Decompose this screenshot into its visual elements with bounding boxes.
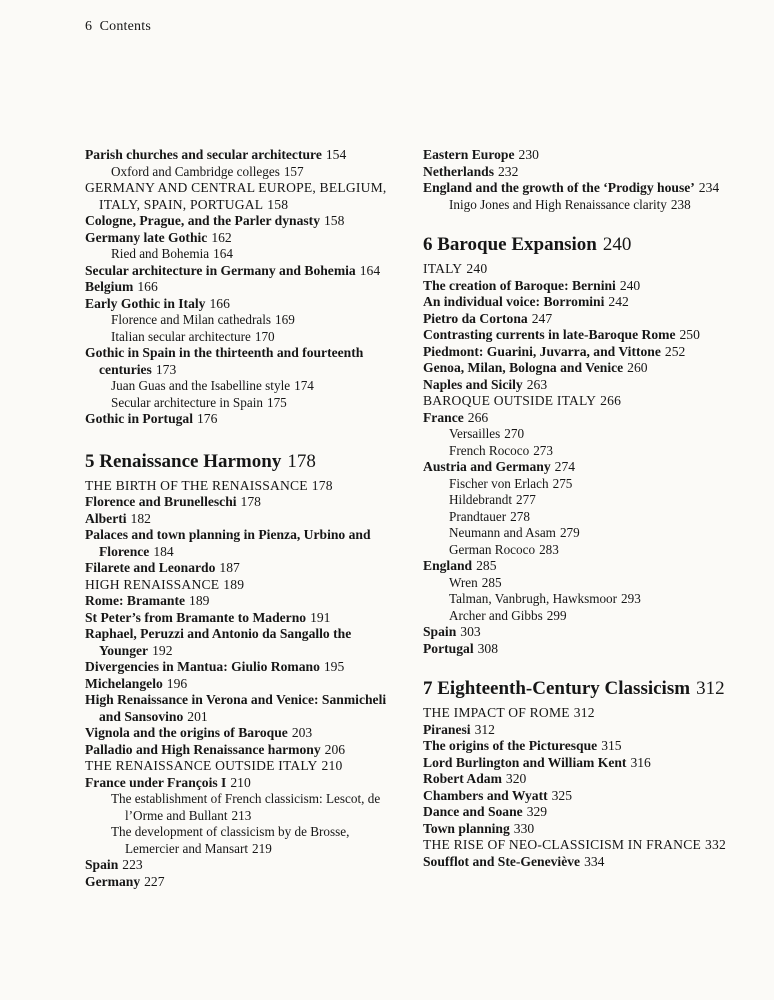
toc-entry-page: 178	[311, 477, 333, 493]
toc-entry-page: 158	[267, 196, 289, 212]
toc-entry	[423, 837, 748, 854]
toc-entry-title: France	[423, 409, 464, 425]
toc-entry-title: Talman, Vanbrugh, Hawksmoor	[449, 591, 618, 606]
toc-entry-title: BAROQUE OUTSIDE ITALY	[423, 393, 597, 408]
toc-entry-page: 316	[630, 754, 651, 770]
toc-entry-page: 274	[554, 459, 576, 474]
toc-entry-title: Raphael, Peruzzi and Antonio da Sangallo the Younger	[85, 626, 352, 658]
toc-entry-title: Oxford and Cambridge colleges	[111, 163, 280, 179]
toc-entry-page: 162	[211, 229, 232, 245]
toc-entry-page: 169	[275, 312, 295, 327]
toc-entry-title: Florence and Brunelleschi	[85, 494, 237, 509]
chapter-title: 6 Baroque Expansion	[423, 234, 597, 255]
toc-entry	[423, 641, 748, 658]
toc-entry	[85, 478, 397, 495]
toc-entry-page: 277	[516, 492, 536, 507]
toc-entry-title: ITALY	[423, 261, 463, 276]
toc-entry	[423, 311, 748, 328]
toc-entry-page: 312	[573, 705, 595, 720]
toc-entry-page: 320	[505, 771, 527, 786]
chapter-title: 5 Renaissance Harmony	[85, 450, 282, 472]
toc-entry-title: Palladio and High Renaissance harmony	[85, 741, 321, 757]
toc-entry	[423, 344, 748, 361]
toc-entry-title: Chambers and Wyatt	[423, 787, 548, 803]
toc-entry	[449, 476, 748, 493]
toc-entry-title: Ried and Bohemia	[111, 246, 210, 261]
toc-entry-page: 219	[252, 840, 272, 856]
toc-entry-page: 234	[698, 180, 720, 195]
toc-entry-page: 299	[546, 607, 567, 623]
chapter-heading-6	[423, 234, 748, 256]
toc-entry-page: 158	[324, 213, 345, 228]
toc-entry-page: 232	[498, 163, 519, 179]
toc-entry-page: 187	[219, 560, 240, 575]
toc-entry	[423, 180, 748, 197]
toc-entry-title: Belgium	[85, 279, 134, 294]
toc-entry	[85, 560, 397, 577]
toc-entry	[85, 758, 397, 775]
toc-entry	[85, 494, 397, 511]
toc-entry-page: 285	[481, 574, 502, 590]
toc-entry-title: Palaces and town planning in Pienza, Urbino and Florence	[85, 527, 371, 559]
toc-entry	[423, 459, 748, 476]
toc-entry-page: 189	[189, 593, 210, 608]
toc-entry-page: 195	[323, 659, 345, 674]
toc-entry-page: 308	[477, 640, 498, 656]
toc-entry-page: 303	[460, 624, 481, 639]
toc-entry-title: The creation of Baroque: Bernini	[423, 277, 616, 293]
toc-entry-page: 201	[187, 708, 208, 724]
toc-entry	[423, 164, 748, 181]
toc-entry	[423, 738, 748, 755]
toc-entry-title: Gothic in Spain in the thirteenth and fourteenth centuries	[85, 345, 364, 377]
toc-entry-title: THE BIRTH OF THE RENAISSANCE	[85, 477, 308, 493]
right-column	[423, 147, 748, 870]
toc-entry-title: The development of classicism by de Brosse, Lemercier and Mansart	[111, 824, 350, 856]
toc-entry-page: 242	[608, 294, 629, 309]
toc-entry-title: Germany	[85, 873, 141, 889]
toc-entry-title: Wren	[449, 574, 478, 590]
toc-entry-title: Alberti	[85, 510, 127, 526]
toc-entry-title: France under François I	[85, 774, 227, 790]
toc-entry-title: HIGH RENAISSANCE	[85, 576, 220, 592]
toc-entry-title: Netherlands	[423, 163, 494, 179]
chapter-heading-7	[423, 678, 748, 700]
toc-entry	[449, 197, 748, 214]
toc-list-left-top	[85, 147, 397, 428]
toc-entry-page: 315	[601, 738, 622, 753]
toc-entry	[111, 164, 397, 181]
toc-entry-page: 157	[283, 163, 304, 179]
chapter-title: 7 Eighteenth-Century Classicism	[423, 678, 691, 699]
toc-entry	[423, 360, 748, 377]
toc-entry	[85, 511, 397, 528]
toc-entry-title: THE RENAISSANCE OUTSIDE ITALY	[85, 758, 318, 773]
toc-entry-page: 189	[223, 576, 245, 592]
toc-entry-title: GERMANY AND CENTRAL EUROPE, BELGIUM, ITALY, SPAIN, PORTUGAL	[85, 180, 387, 212]
toc-entry-title: THE RISE OF NEO-CLASSICISM IN FRANCE	[423, 837, 701, 852]
toc-entry	[85, 147, 397, 164]
toc-entry	[85, 411, 397, 428]
toc-entry-title: Rome: Bramante	[85, 593, 186, 608]
toc-entry	[85, 610, 397, 627]
toc-list-chapter-7	[423, 705, 748, 870]
page-number: 6	[85, 19, 93, 34]
toc-entry	[449, 492, 748, 509]
toc-entry-title: Italian secular architecture	[111, 328, 251, 344]
toc-entry-page: 266	[467, 409, 489, 425]
toc-entry-title: Genoa, Milan, Bologna and Venice	[423, 360, 624, 375]
toc-entry-page: 173	[155, 361, 177, 377]
toc-entry-page: 285	[476, 558, 497, 573]
toc-entry-page: 203	[291, 725, 313, 740]
running-head	[85, 19, 151, 35]
toc-entry-title: Lord Burlington and William Kent	[423, 754, 627, 770]
toc-entry-page: 273	[533, 442, 553, 458]
toc-entry	[449, 509, 748, 526]
toc-entry-title: Hildebrandt	[449, 492, 512, 507]
toc-entry	[423, 393, 748, 410]
toc-entry	[85, 659, 397, 676]
toc-entry-page: 191	[310, 609, 331, 625]
toc-entry	[111, 312, 397, 329]
toc-entry-page: 166	[209, 295, 230, 311]
toc-entry-page: 230	[518, 147, 539, 162]
toc-entry-title: THE IMPACT OF ROME	[423, 705, 570, 720]
toc-entry-page: 240	[466, 261, 488, 276]
toc-entry-title: Michelangelo	[85, 675, 163, 691]
toc-entry-title: Versailles	[449, 426, 501, 441]
toc-entry	[423, 722, 748, 739]
left-column	[85, 147, 397, 890]
toc-entry-title: Parish churches and secular architecture	[85, 147, 322, 162]
chapter-page: 178	[287, 450, 316, 472]
toc-entry-page: 260	[627, 360, 648, 375]
toc-entry	[85, 527, 397, 560]
toc-entry-title: Germany late Gothic	[85, 229, 208, 245]
toc-entry	[449, 608, 748, 625]
running-title: Contents	[99, 19, 151, 34]
toc-entry	[449, 542, 748, 559]
toc-entry-page: 178	[240, 494, 261, 509]
toc-entry-title: Soufflot and Ste-Geneviève	[423, 853, 581, 869]
toc-entry	[423, 755, 748, 772]
toc-entry-title: Portugal	[423, 640, 474, 656]
toc-entry	[111, 246, 397, 263]
toc-entry	[85, 213, 397, 230]
toc-entry	[85, 296, 397, 313]
toc-entry-page: 330	[513, 820, 535, 836]
toc-entry-title: Divergencies in Mantua: Giulio Romano	[85, 659, 320, 674]
toc-entry-title: Vignola and the origins of Baroque	[85, 725, 288, 740]
chapter-heading-5	[85, 451, 397, 473]
toc-entry-title: French Rococo	[449, 442, 530, 458]
toc-entry-page: 213	[231, 807, 252, 823]
toc-entry	[85, 180, 397, 213]
toc-entry	[449, 443, 748, 460]
toc-entry-title: Robert Adam	[423, 771, 502, 786]
toc-entry-page: 270	[504, 426, 525, 441]
toc-entry	[111, 329, 397, 346]
toc-entry-title: Early Gothic in Italy	[85, 295, 206, 311]
chapter-page: 312	[696, 678, 725, 699]
toc-entry	[85, 857, 397, 874]
toc-entry-title: Town planning	[423, 820, 510, 836]
toc-entry-title: Filarete and Leonardo	[85, 560, 216, 575]
toc-entry-page: 175	[266, 394, 287, 410]
toc-entry-title: Archer and Gibbs	[449, 607, 543, 623]
toc-entry-page: 329	[526, 804, 548, 819]
toc-entry-title: The establishment of French classicism: Lescot, de l’Orme and Bullant	[111, 791, 381, 823]
toc-entry-title: Neumann and Asam	[449, 525, 556, 540]
toc-entry	[449, 525, 748, 542]
chapter-page: 240	[602, 234, 632, 255]
toc-entry-page: 312	[474, 721, 495, 737]
toc-entry-title: Naples and Sicily	[423, 376, 523, 392]
toc-entry-title: Pietro da Cortona	[423, 310, 528, 326]
toc-entry-page: 332	[704, 837, 726, 852]
toc-entry-title: Eastern Europe	[423, 147, 515, 162]
toc-entry	[85, 345, 397, 378]
toc-entry	[85, 725, 397, 742]
toc-entry-page: 223	[122, 857, 143, 872]
toc-entry	[423, 624, 748, 641]
toc-entry	[423, 327, 748, 344]
toc-list-chapter-5	[85, 478, 397, 891]
toc-entry-title: High Renaissance in Verona and Venice: Sanmicheli and Sansovino	[85, 692, 387, 724]
toc-entry-title: German Rococo	[449, 541, 536, 557]
toc-entry-page: 154	[325, 147, 347, 162]
toc-entry-page: 283	[539, 541, 559, 557]
toc-entry-title: Dance and Soane	[423, 804, 523, 819]
toc-entry-title: Inigo Jones and High Renaissance clarity	[449, 196, 667, 212]
toc-entry-page: 266	[600, 393, 622, 408]
toc-entry-page: 263	[526, 376, 548, 392]
toc-entry	[423, 804, 748, 821]
toc-entry	[449, 591, 748, 608]
toc-entry-page: 192	[152, 642, 173, 658]
toc-entry	[111, 378, 397, 395]
toc-entry	[423, 821, 748, 838]
toc-entry-title: The origins of the Picturesque	[423, 738, 598, 753]
toc-entry-title: An individual voice: Borromini	[423, 294, 605, 309]
toc-entry-page: 174	[294, 378, 314, 393]
toc-entry	[85, 279, 397, 296]
toc-entry-title: Cologne, Prague, and the Parler dynasty	[85, 213, 320, 228]
toc-entry	[423, 261, 748, 278]
toc-entry-page: 170	[254, 328, 275, 344]
toc-entry-title: Secular architecture in Germany and Bohemia	[85, 262, 356, 278]
toc-entry	[85, 230, 397, 247]
toc-entry-title: Piedmont: Guarini, Juvarra, and Vittone	[423, 343, 661, 359]
toc-entry-page: 227	[144, 873, 165, 889]
toc-entry-page: 164	[213, 246, 233, 261]
toc-entry-title: Spain	[85, 857, 119, 872]
toc-entry	[423, 278, 748, 295]
toc-list-chapter-6	[423, 261, 748, 657]
toc-entry-title: Spain	[423, 624, 457, 639]
toc-entry-title: Prandtauer	[449, 508, 507, 524]
toc-entry-page: 210	[321, 758, 343, 773]
toc-entry	[85, 742, 397, 759]
toc-entry-page: 275	[552, 475, 573, 491]
toc-entry-page: 279	[559, 525, 580, 540]
toc-entry	[111, 395, 397, 412]
toc-entry-page: 252	[664, 343, 686, 359]
toc-entry	[423, 377, 748, 394]
toc-entry	[423, 147, 748, 164]
toc-entry-page: 166	[137, 279, 158, 294]
toc-entry	[85, 692, 397, 725]
toc-entry-title: England	[423, 558, 473, 573]
toc-entry-title: Gothic in Portugal	[85, 411, 193, 426]
toc-entry	[423, 854, 748, 871]
toc-entry-title: Piranesi	[423, 721, 471, 737]
toc-entry	[423, 771, 748, 788]
toc-entry-title: Contrasting currents in late-Baroque Rome	[423, 327, 676, 342]
toc-entry-page: 325	[551, 787, 573, 803]
toc-entry-page: 210	[230, 774, 251, 790]
toc-entry-title: Fischer von Erlach	[449, 475, 549, 491]
toc-entry	[111, 791, 397, 824]
toc-entry-page: 250	[679, 327, 700, 342]
toc-entry-page: 196	[166, 675, 188, 691]
toc-entry	[85, 676, 397, 693]
toc-entry-page: 334	[584, 853, 605, 869]
toc-entry-page: 182	[130, 510, 151, 526]
toc-entry-title: Austria and Germany	[423, 459, 551, 474]
toc-entry-page: 293	[621, 591, 641, 606]
toc-entry-page: 240	[619, 277, 641, 293]
toc-entry-title: Juan Guas and the Isabelline style	[111, 378, 291, 393]
toc-entry	[449, 575, 748, 592]
toc-entry	[85, 593, 397, 610]
toc-entry-page: 184	[153, 543, 174, 559]
toc-entry	[423, 558, 748, 575]
toc-entry	[85, 775, 397, 792]
toc-entry-page: 164	[359, 262, 381, 278]
toc-entry	[85, 577, 397, 594]
toc-entry	[423, 294, 748, 311]
toc-entry-page: 176	[197, 411, 218, 426]
toc-entry-title: England and the growth of the ‘Prodigy house’	[423, 180, 695, 195]
toc-entry-page: 247	[531, 310, 553, 326]
toc-entry-title: Florence and Milan cathedrals	[111, 312, 272, 327]
toc-entry	[423, 788, 748, 805]
toc-entry	[449, 426, 748, 443]
toc-entry	[423, 410, 748, 427]
toc-list-right-top	[423, 147, 748, 213]
toc-entry	[85, 263, 397, 280]
toc-entry	[111, 824, 397, 857]
toc-entry-title: Secular architecture in Spain	[111, 394, 263, 410]
toc-entry	[85, 626, 397, 659]
toc-entry-page: 278	[510, 508, 530, 524]
toc-entry	[423, 705, 748, 722]
toc-entry	[85, 874, 397, 891]
toc-entry-title: St Peter’s from Bramante to Maderno	[85, 609, 307, 625]
toc-entry-page: 238	[670, 196, 691, 212]
toc-entry-page: 206	[324, 741, 346, 757]
